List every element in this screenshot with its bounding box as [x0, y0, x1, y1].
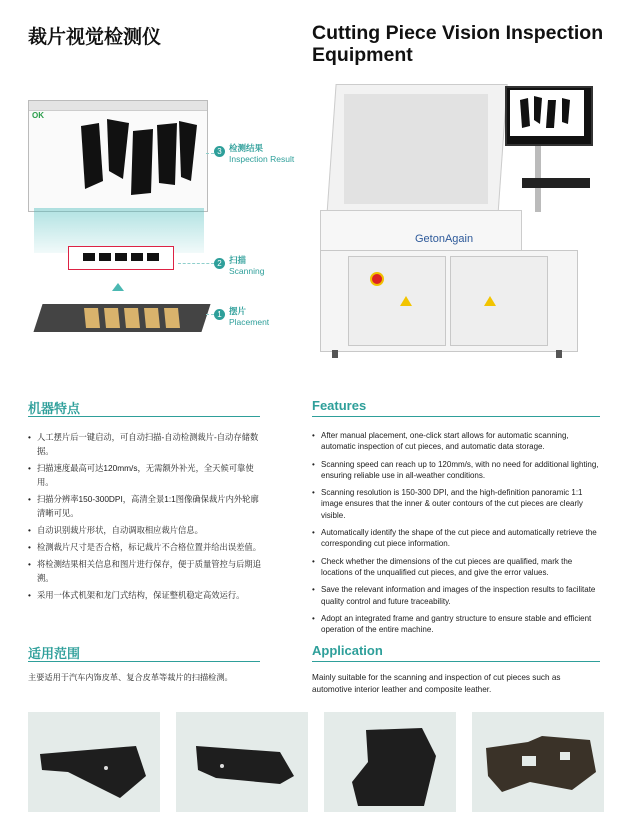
- placed-pieces-graphic: [80, 306, 190, 330]
- sample-photo: [324, 712, 456, 812]
- caster-wheel: [556, 350, 562, 358]
- step-placement: [214, 305, 269, 327]
- cut-piece-graphic: [324, 712, 456, 812]
- feature-item-cn: • 扫描速度最高可达120mm/s，无需额外补光，全天候可靠使用。: [28, 461, 266, 489]
- caster-wheel: [332, 350, 338, 358]
- step-inspection-result: [214, 142, 294, 164]
- step-label-en: Placement: [229, 317, 270, 327]
- step-number: 1: [214, 309, 225, 320]
- application-heading-en: Application: [312, 643, 383, 658]
- features-list-en: [312, 430, 602, 641]
- ok-status-label: OK: [32, 111, 44, 120]
- application-heading-cn: 适用范围: [28, 646, 81, 661]
- step-label-en: Inspection Result: [229, 154, 295, 164]
- feature-item-en: • Adopt an integrated frame and gantry structure to ensure stable and efficient operation of the entire machine.: [312, 613, 602, 636]
- connector-line: [206, 153, 214, 154]
- page-title-cn: 裁片视觉检测仪: [28, 27, 162, 48]
- step-number: 2: [214, 258, 225, 269]
- monitor-pieces-graphic: [510, 90, 584, 136]
- feature-item-cn: • 人工摆片后一键启动，可自动扫描-自动检测裁片-自动存储数据。: [28, 430, 266, 458]
- cut-piece-graphic: [28, 712, 160, 812]
- divider: [28, 416, 260, 417]
- machine-lid-inner: [344, 94, 488, 204]
- feature-item-en: • Scanning resolution is 150-300 DPI, and the high-definition panoramic 1:1 image ensures that the inner & outer contours of the cut pieces are clearly visible.: [312, 487, 602, 521]
- machine-monitor-screen: [510, 90, 584, 136]
- feature-item-cn: • 扫描分辨率150-300DPI，高清全景1:1图像确保裁片内外轮廓清晰可见。: [28, 492, 266, 520]
- divider: [28, 661, 260, 662]
- scanned-pieces-graphic: [69, 247, 173, 269]
- divider: [312, 661, 600, 662]
- application-text-en: Mainly suitable for the scanning and inspection of cut pieces such as automotive interior leather and composite leather.: [312, 673, 561, 694]
- feature-item-en: • Automatically identify the shape of the cut piece and automatically retrieve the corresponding cut piece information.: [312, 527, 602, 550]
- sample-photo: [176, 712, 308, 812]
- up-arrow-icon: [112, 283, 124, 291]
- step-label-cn: 扫描: [229, 255, 247, 265]
- features-heading-cn: 机器特点: [28, 401, 81, 416]
- page-title-en: Cutting Piece Vision Inspection Equipment: [312, 22, 604, 66]
- warning-icon: [484, 296, 496, 306]
- cut-piece-graphic: [472, 712, 604, 812]
- step-label-en: Scanning: [229, 266, 265, 276]
- step-label-cn: 摆片: [229, 306, 247, 316]
- feature-item-en: • Check whether the dimensions of the cut pieces are qualified, mark the locations of the unqualified cut pieces, and give the error values.: [312, 556, 602, 579]
- result-monitor-illustration: [28, 100, 208, 212]
- connector-line: [206, 314, 214, 315]
- features-list-cn: [28, 430, 266, 605]
- cut-piece-graphic: [176, 712, 308, 812]
- step-label-cn: 检测结果: [229, 143, 264, 153]
- scanning-frame-illustration: [68, 246, 174, 270]
- divider: [312, 416, 600, 417]
- feature-item-cn: • 将检测结果相关信息和图片进行保存，便于质量管控与后期追溯。: [28, 557, 266, 585]
- feature-item-en: • Scanning speed can reach up to 120mm/s, with no need for additional lighting, ensuring reliable use in all-weather conditions.: [312, 459, 602, 482]
- brand-logo: GetonAgain: [415, 233, 474, 245]
- monitor-stand: [535, 142, 541, 212]
- feature-item-cn: • 采用一体式机架和龙门式结构，保证整机稳定高效运行。: [28, 588, 266, 602]
- step-scanning: [214, 254, 264, 276]
- feature-item-cn: • 检测裁片尺寸是否合格，标记裁片不合格位置并给出误差值。: [28, 540, 266, 554]
- feature-item-en: • Save the relevant information and images of the inspection results to facilitate quality control and future traceability.: [312, 584, 602, 607]
- features-heading-en: Features: [312, 398, 367, 413]
- keyboard-tray: [522, 178, 590, 188]
- application-text-cn: 主要适用于汽车内饰皮革、复合皮革等裁片的扫描检测。: [28, 673, 233, 682]
- feature-item-en: • After manual placement, one-click start allows for automatic scanning, automatic inspection of cut pieces, and automatic data storage.: [312, 430, 602, 453]
- warning-icon: [400, 296, 412, 306]
- step-number: 3: [214, 146, 225, 157]
- sample-photo: [472, 712, 604, 812]
- machine-scan-bed: [320, 210, 522, 252]
- inspected-pieces-graphic: [29, 111, 207, 211]
- cabinet-door-right: [450, 256, 548, 346]
- connector-line: [178, 263, 214, 264]
- emergency-stop-icon: [370, 272, 384, 286]
- sample-photo: [28, 712, 160, 812]
- feature-item-cn: • 自动识别裁片形状，自动调取相应裁片信息。: [28, 523, 266, 537]
- cabinet-door-left: [348, 256, 446, 346]
